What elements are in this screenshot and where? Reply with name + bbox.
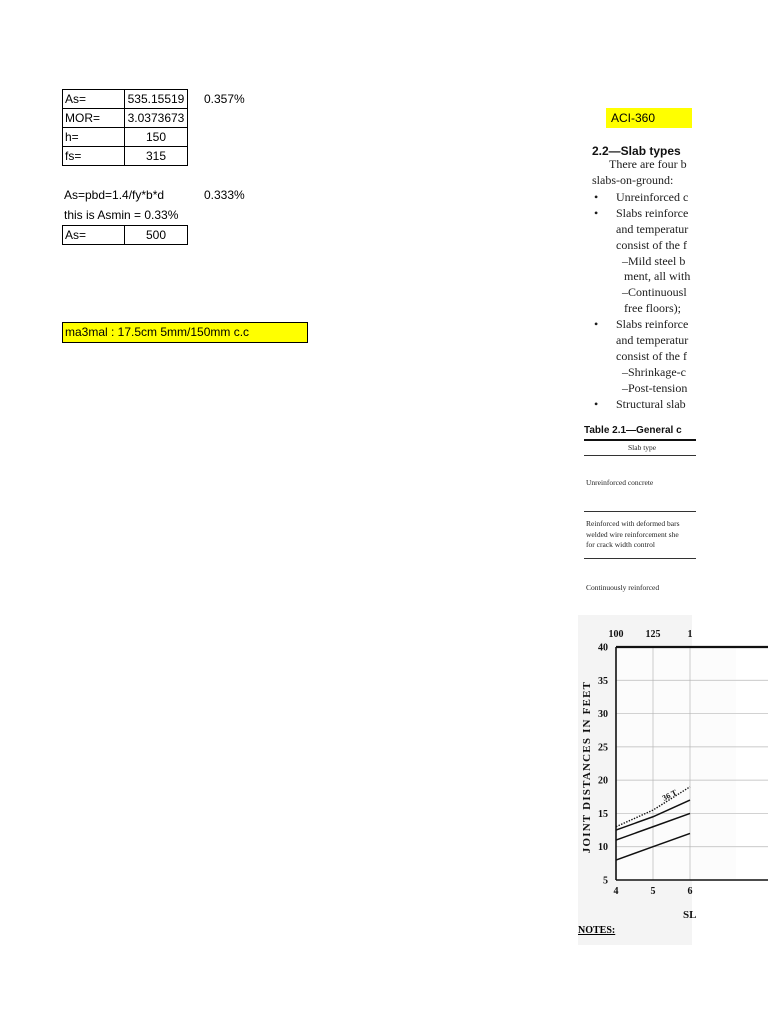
table-row: [63, 226, 188, 245]
joint-spacing-figure: [578, 615, 697, 945]
excerpt-line: –Mild steel b: [622, 254, 686, 268]
cell-value: 315: [125, 147, 188, 166]
table-cell: welded wire reinforcement she: [586, 530, 679, 539]
cell-label: As=: [63, 90, 125, 109]
cell-value: 3.0373673: [125, 109, 188, 128]
cell-label: h=: [63, 128, 125, 147]
excerpt-line: Slabs reinforce: [616, 317, 689, 331]
x-tick-label: 5: [650, 886, 656, 897]
cell-label: fs=: [63, 147, 125, 166]
excerpt-line: There are four b: [609, 157, 687, 171]
table-row: [63, 147, 188, 166]
aci-360-label: ACI-360: [606, 108, 692, 128]
joint-spacing-chart: [578, 615, 697, 921]
x-tick-label: 6: [687, 886, 693, 897]
y-tick-label: 10: [598, 842, 608, 854]
bullet-icon: •: [594, 190, 599, 204]
excerpt-line: Slabs reinforce: [616, 206, 689, 220]
y-tick-label: 20: [598, 775, 608, 787]
y-tick-label: 25: [598, 742, 608, 754]
y-tick-label: 5: [603, 875, 608, 887]
min-ratio: 0.333%: [204, 188, 245, 202]
excerpt-line: consist of the f: [616, 238, 687, 252]
excerpt-line: Structural slab: [616, 397, 686, 411]
cell-value: 535.15519: [125, 90, 188, 109]
asmin-table: [62, 225, 188, 245]
steel-ratio: 0.357%: [204, 92, 245, 106]
plot-area: [616, 647, 736, 880]
excerpt-line: Unreinforced c: [616, 190, 689, 204]
aci-360-excerpt: [578, 140, 692, 600]
y-axis-label: JOINT DISTANCES IN FEET: [581, 680, 593, 854]
table-rule: [584, 439, 696, 441]
table-row: [63, 90, 188, 109]
excerpt-line: –Post-tension: [622, 381, 688, 395]
top-tick-label: 1: [687, 629, 693, 640]
cell-value: 500: [125, 226, 188, 245]
table-column-header: Slab type: [628, 443, 657, 452]
cell-label: As=: [63, 226, 125, 245]
table-row: [63, 128, 188, 147]
excerpt-line: consist of the f: [616, 349, 687, 363]
table-row: [63, 109, 188, 128]
bullet-icon: •: [594, 397, 599, 411]
excerpt-line: slabs-on-ground:: [592, 173, 674, 187]
x-tick-label: 4: [613, 886, 619, 897]
excerpt-line: –Shrinkage-c: [622, 365, 686, 379]
y-tick-label: 35: [598, 675, 608, 687]
top-tick-label: 100: [608, 629, 624, 640]
section-heading: 2.2—Slab types: [592, 144, 681, 158]
table-title: Table 2.1—General c: [584, 425, 682, 436]
cell-label: MOR=: [63, 109, 125, 128]
excerpt-line: ment, all with: [624, 269, 691, 283]
table-cell: Unreinforced concrete: [586, 478, 654, 487]
inputs-table: [62, 89, 188, 166]
y-tick-label: 30: [598, 709, 608, 721]
excerpt-line: –Continuousl: [622, 285, 687, 299]
notes-label: NOTES:: [578, 925, 616, 936]
asmin-formula: As=pbd=1.4/fy*b*d: [64, 188, 165, 202]
series-annotation: 36 T: [660, 787, 679, 803]
excerpt-line: and temperatur: [616, 222, 689, 236]
asmin-note: this is Asmin = 0.33%: [64, 208, 179, 222]
cell-value: 150: [125, 128, 188, 147]
bullet-icon: •: [594, 317, 599, 331]
table-rule: [584, 511, 696, 512]
x-axis-label: SL: [683, 909, 697, 921]
y-tick-label: 15: [598, 808, 608, 820]
excerpt-line: free floors);: [624, 301, 681, 315]
bullet-icon: •: [594, 206, 599, 220]
table-rule: [584, 558, 696, 559]
result-highlight-cell: ma3mal : 17.5cm 5mm/150mm c.c: [62, 322, 308, 343]
excerpt-line: and temperatur: [616, 333, 689, 347]
table-cell: Reinforced with deformed bars: [586, 519, 680, 528]
table-cell: Continuously reinforced: [586, 583, 660, 592]
table-cell: for crack width control: [586, 540, 655, 549]
top-tick-label: 125: [645, 629, 661, 640]
y-tick-label: 40: [598, 642, 608, 654]
table-rule: [584, 455, 696, 456]
